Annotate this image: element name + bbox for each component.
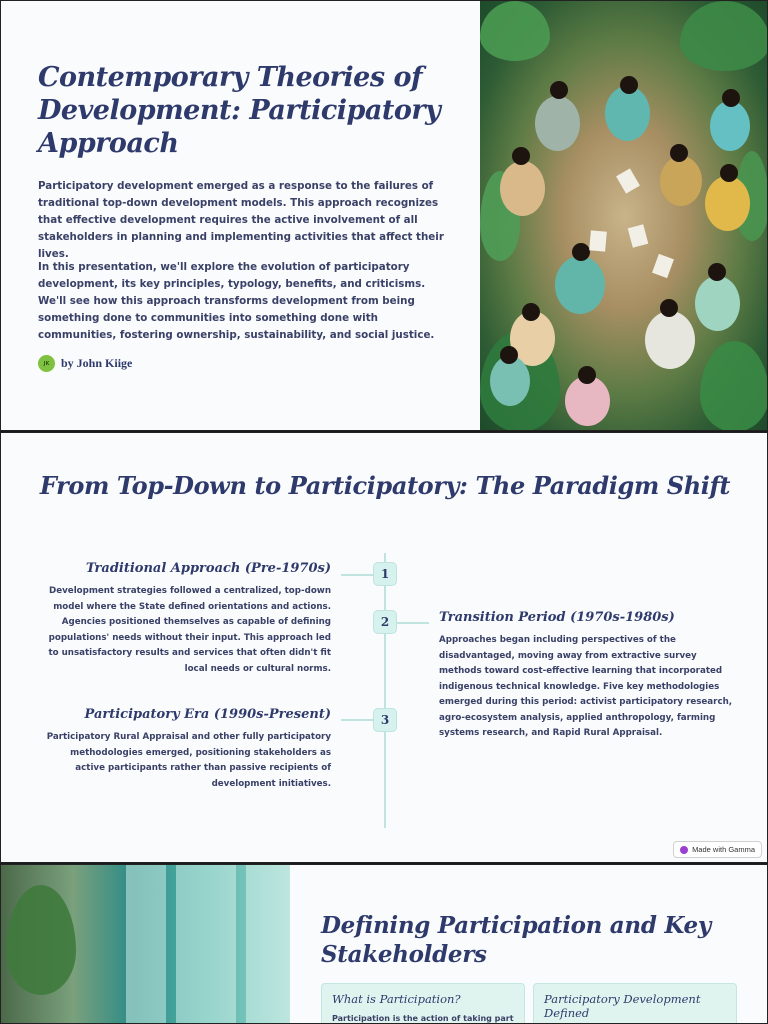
step-3-heading: Participatory Era (1990s-Present) — [84, 707, 331, 722]
slide-title — [0, 0, 768, 431]
community-circle-illustration — [480, 1, 768, 431]
step-1-text: Development strategies followed a centralized, top-down model where the State defined orientations and actions. Agencies positioned themselves as capable of defining populations' needs without their input. This approach led to unsatisfactory results and services that often didn't fit local needs or cultural norms. — [48, 586, 331, 674]
intro-paragraph-2: In this presentation, we'll explore the evolution of participatory development, its key principles, typology, benefits, and criticisms. We'll see how this approach transforms development from being something done to communities into something done with communities, fostering ownership, sustainability, and social justice. — [38, 261, 435, 341]
timeline-step-1: 1 — [373, 562, 397, 586]
what-is-participation-card — [321, 983, 525, 1024]
timeline-connector — [341, 719, 373, 721]
defining-participation-title: Defining Participation and Key Stakeholders — [321, 912, 711, 968]
gamma-badge-label: Made with Gamma — [692, 845, 755, 854]
intro-paragraph-1: Participatory development emerged as a response to the failures of traditional top-down development models. This approach recognizes that effective development requires the active involvement of all stakeholders in planning and implementing activities that affect their lives. — [38, 180, 444, 260]
timeline-connector — [397, 622, 429, 624]
timeline-step-3: 3 — [373, 708, 397, 732]
participatory-development-card — [533, 983, 737, 1024]
slide-title-heading: Contemporary Theories of Development: Participatory Approach — [38, 62, 441, 159]
timeline-line — [384, 553, 386, 828]
author-name: by John Kiige — [61, 356, 133, 370]
made-with-gamma-badge[interactable] — [673, 841, 762, 858]
timeline-step-2: 2 — [373, 610, 397, 634]
card-2-heading: Participatory Development Defined — [544, 992, 701, 1020]
office-window-photo — [1, 865, 290, 1024]
card-1-text: Participation is the action of taking part — [332, 1014, 514, 1023]
author-line — [38, 355, 132, 372]
timeline-connector — [341, 574, 373, 576]
paradigm-shift-title: From Top-Down to Participatory: The Paradigm Shift — [39, 471, 731, 500]
step-1-heading: Traditional Approach (Pre-1970s) — [85, 561, 331, 576]
step-2-text: Approaches began including perspectives of the disadvantaged, moving away from extractive survey methods toward cost-effective learning that incorporated indigenous technical knowledge. Five key methodologies emerged during this period: activist participatory research, agro-ecosystem analysis, applied anthropology, farming systems research, and Rapid Rural Appraisal. — [439, 635, 733, 738]
slide-paradigm-shift — [0, 432, 768, 863]
step-3-text: Participatory Rural Appraisal and other fully participatory methodologies emerged, positioning stakeholders as active participants rather than passive recipients of development initiatives. — [46, 732, 331, 789]
step-2-heading: Transition Period (1970s-1980s) — [439, 610, 675, 625]
avatar: JK — [38, 355, 55, 372]
slide-defining-participation — [0, 864, 768, 1024]
gamma-icon — [680, 846, 688, 854]
card-1-heading: What is Participation? — [332, 992, 461, 1006]
